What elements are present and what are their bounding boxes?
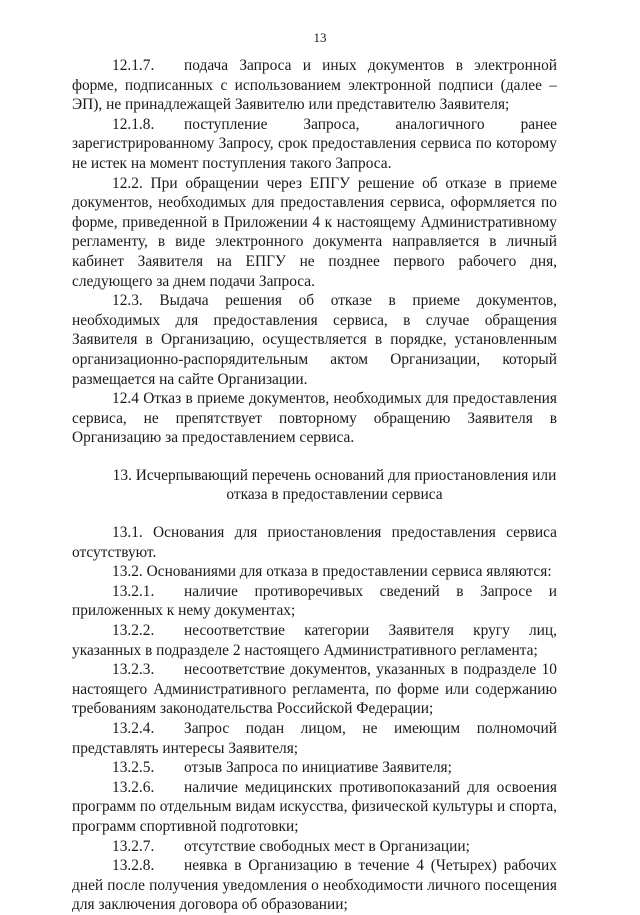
item-text: Запрос подан лицом, не имеющим полномочий представлять интересы Заявителя; (72, 720, 557, 757)
list-item (72, 621, 557, 660)
item-number: 12.1.7. (112, 57, 155, 74)
list-item (72, 115, 557, 174)
item-number: 13.2.3. (112, 661, 155, 679)
paragraph: 12.3. Выдача решения об отказе в приеме документов, необходимых для предоставления сервиса, в случае обращения Заявителя в Организацию, осуществляется в порядке, установленным организационно-распорядительным актом Организации, который размещается на сайте Организации. (72, 292, 557, 388)
page-number: 13 (313, 30, 327, 45)
list-item (72, 837, 557, 857)
list-item (72, 719, 557, 758)
item-text: несоответствие документов, указанных в подразделе 10 настоящего Административного регламента, по форме или содержанию требованиям законодательства Российской Федерации; (72, 661, 557, 718)
paragraph: 12.2. При обращении через ЕПГУ решение об отказе в приеме документов, необходимых для предоставления сервиса, оформляется по форме, приведенной в Приложении 4 к настоящему Административному регламенту, в виде электронного документа направляется в личный кабинет Заявителя на ЕПГУ не позднее первого рабочего дня, следующего за днем подачи Запроса. (72, 174, 557, 290)
item-text: отзыв Запроса по инициативе Заявителя; (184, 759, 452, 777)
list-item (72, 56, 557, 115)
section-heading-line: 13. Исчерпывающий перечень оснований для приостановления или (112, 466, 557, 484)
item-text: наличие медицинских противопоказаний для освоения программ по отдельным видам искусства, физической культуры и спорта, программ спортивной подготовки; (72, 778, 557, 835)
item-text: отсутствие свободных мест в Организации; (184, 837, 470, 855)
document-body (72, 56, 557, 915)
item-text: несоответствие категории Заявителя кругу лиц, указанных в подразделе 2 настоящего Административного регламента; (72, 622, 557, 659)
item-number: 13.2.1. (112, 582, 155, 600)
item-number: 13.2.7. (112, 837, 155, 855)
item-number: 13.2.5. (112, 759, 155, 777)
item-text: подача Запроса и иных документов в электронной форме, подписанных с использованием электронной подписи (далее – ЭП), не принадлежащей Заявителю или представителю Заявителя; (72, 57, 557, 114)
section-heading (72, 466, 557, 505)
list-item (72, 778, 557, 837)
section-heading-line: отказа в предоставлении сервиса (226, 486, 443, 504)
item-text: поступление Запроса, аналогичного ранее зарегистрированному Запросу, срок предоставления сервиса по которому не истек на момент поступления такого Запроса. (72, 115, 557, 172)
list-item (72, 758, 557, 778)
paragraph: 13.2. Основаниями для отказа в предоставлении сервиса являются: (112, 563, 552, 581)
item-text: неявка в Организацию в течение 4 (Четырех) рабочих дней после получения уведомления о необходимости личного посещения для заключения договора об образовании; (72, 857, 557, 914)
list-item (72, 856, 557, 915)
item-number: 12.1.8. (112, 115, 155, 133)
paragraph: 12.4 Отказ в приеме документов, необходимых для предоставления сервиса, не препятствует повторному обращению Заявителя в Организацию за предоставлением сервиса. (72, 390, 557, 447)
list-item (72, 582, 557, 621)
list-item (72, 660, 557, 719)
item-number: 13.2.2. (112, 622, 155, 640)
item-number: 13.2.8. (112, 857, 155, 875)
item-number: 13.2.6. (112, 778, 155, 796)
item-text: наличие противоречивых сведений в Запросе и приложенных к нему документах; (72, 582, 557, 620)
item-number: 13.2.4. (112, 720, 155, 737)
paragraph: 13.1. Основания для приостановления предоставления сервиса отсутствуют. (72, 524, 557, 561)
